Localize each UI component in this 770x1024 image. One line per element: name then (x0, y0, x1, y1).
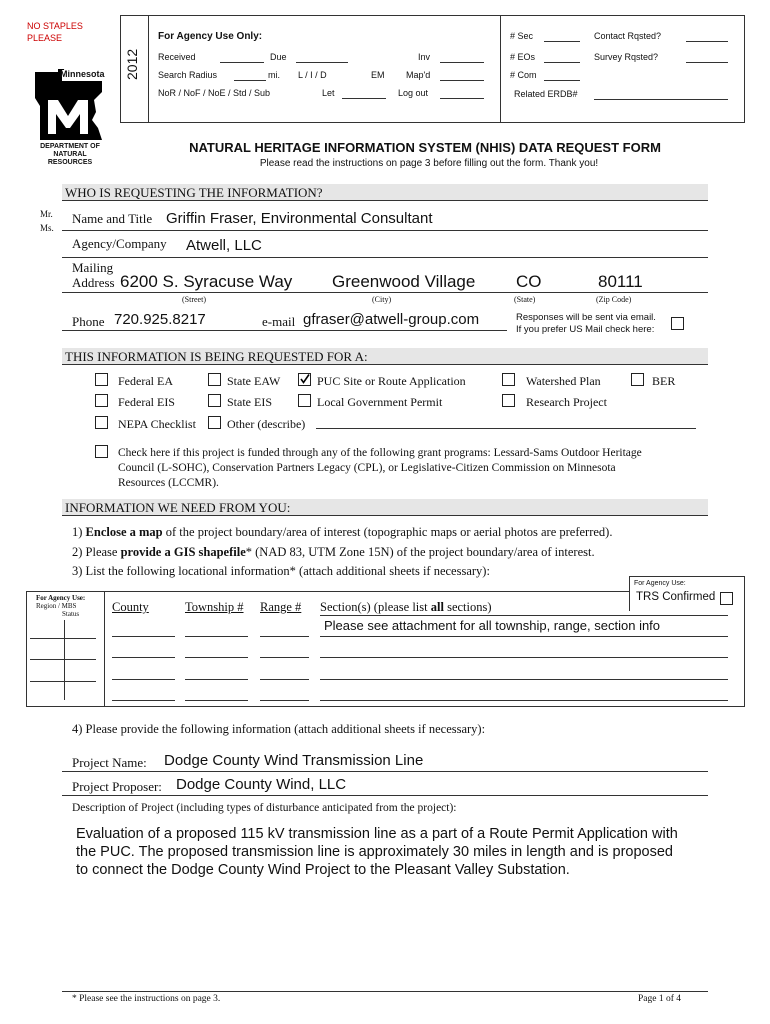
range-line-3[interactable] (260, 679, 309, 680)
inv-line (440, 62, 484, 63)
received-line (220, 62, 264, 63)
nepa-checkbox[interactable] (95, 416, 108, 429)
item2-bold: provide a GIS shapefile (120, 545, 246, 559)
watershed-checkbox[interactable] (502, 373, 515, 386)
ms-option[interactable]: Ms. (40, 223, 54, 233)
survey-rqsted-label: Survey Rqsted? (594, 52, 659, 62)
response-note-line2: If you prefer US Mail check here: (516, 324, 655, 335)
logo-state-text: Minnesota (60, 69, 105, 79)
sec-line (544, 41, 580, 42)
zip-caption: (Zip Code) (596, 295, 632, 304)
item2-prefix: 2) Please (72, 545, 121, 559)
us-mail-checkbox[interactable] (671, 317, 684, 330)
survey-rqsted-line (686, 62, 728, 63)
erdb-label: Related ERDB# (514, 89, 578, 99)
research-label: Research Project (526, 395, 607, 409)
township-column-header: Township # (185, 600, 244, 614)
logout-label: Log out (398, 88, 429, 98)
search-radius-line (234, 80, 266, 81)
mi-label: mi. (268, 70, 280, 80)
logo-dept-line1: DEPARTMENT OF (40, 143, 100, 150)
project-name-value[interactable]: Dodge County Wind Transmission Line (164, 752, 424, 769)
agency-left-line2 (30, 659, 96, 660)
com-label: # Com (510, 70, 537, 80)
agency-company-label: Agency/Company (72, 236, 167, 251)
research-checkbox[interactable] (502, 394, 515, 407)
trs-confirmed-checkbox[interactable] (720, 592, 733, 605)
info-item3: 3) List the following locational information* (attach additional sheets if necessary): (72, 564, 490, 578)
agency-left-line3 (30, 681, 96, 682)
section-header-line (320, 615, 728, 616)
footer-note: * Please see the instructions on page 3. (72, 994, 221, 1004)
contact-rqsted-line (686, 41, 728, 42)
item1-bold: Enclose a map (85, 525, 163, 539)
federal-ea-label: Federal EA (118, 374, 173, 388)
form-year: 2012 (124, 48, 140, 80)
project-proposer-line (62, 795, 708, 796)
puc-checkbox[interactable] (298, 373, 311, 386)
state-value[interactable]: CO (516, 272, 542, 291)
description-line2: the PUC. The proposed transmission line is approximately 30 miles in length and is proposed (76, 844, 673, 860)
mapd-label: Map'd (406, 70, 431, 80)
erdb-line (594, 99, 728, 100)
trs-confirmed-label: TRS Confirmed (636, 591, 716, 603)
let-line (342, 98, 386, 99)
name-title-value[interactable]: Griffin Fraser, Environmental Consultant (166, 210, 433, 227)
received-label: Received (158, 52, 196, 62)
agency-company-value[interactable]: Atwell, LLC (186, 237, 262, 254)
name-title-label: Name and Title (72, 211, 153, 226)
form-title: NATURAL HERITAGE INFORMATION SYSTEM (NHIS) DATA REQUEST FORM (189, 140, 661, 155)
contact-rqsted-label: Contact Rqsted? (594, 31, 662, 41)
township-line-4[interactable] (185, 700, 248, 701)
state-eis-checkbox[interactable] (208, 394, 221, 407)
range-line-1[interactable] (260, 636, 309, 637)
county-line-1[interactable] (112, 636, 175, 637)
city-caption: (City) (372, 295, 392, 304)
project-proposer-label: Project Proposer: (72, 779, 162, 794)
range-line-2[interactable] (260, 657, 309, 658)
mapd-line (440, 80, 484, 81)
agency-line (62, 257, 708, 258)
response-note-line1: Responses will be sent via email. (516, 312, 656, 323)
federal-ea-checkbox[interactable] (95, 373, 108, 386)
state-eaw-label: State EAW (227, 374, 281, 388)
grant-funded-checkbox[interactable] (95, 445, 108, 458)
eos-line (544, 62, 580, 63)
local-gov-checkbox[interactable] (298, 394, 311, 407)
grant-text-line2: Council (L-SOHC), Conservation Partners Legacy (CPL), or Legislative-Citizen Commission on Minnesota (118, 462, 616, 474)
agency-use-left-label (36, 594, 85, 618)
agency-use-left-line2: Region / MBS (36, 602, 77, 610)
agency-row3 (158, 88, 498, 98)
nor-label: NoR / NoF / NoE / Std / Sub (158, 88, 271, 98)
agency-box-left-fields: For Agency Use Only: (158, 31, 263, 42)
mailing-label-line1: Mailing (72, 260, 114, 275)
address-line (62, 292, 708, 293)
section-header-prefix: Section(s) (please list (320, 600, 431, 614)
item2-text: * (NAD 83, UTM Zone 15N) of the project boundary/area of interest. (245, 545, 595, 559)
mailing-address-label (72, 260, 115, 290)
state-eis-label: State EIS (227, 395, 272, 409)
email-value[interactable]: gfraser@atwell-group.com (303, 311, 480, 328)
puc-label: PUC Site or Route Application (317, 374, 466, 388)
project-name-line (62, 771, 708, 772)
county-line-4[interactable] (112, 700, 175, 701)
phone-value[interactable]: 720.925.8217 (114, 311, 206, 328)
federal-eis-label: Federal EIS (118, 395, 175, 409)
project-description-value[interactable] (76, 825, 716, 879)
street-caption: (Street) (182, 295, 206, 304)
state-eaw-checkbox[interactable] (208, 373, 221, 386)
project-description-label: Description of Project (including types of disturbance anticipated from the project): (72, 802, 457, 814)
state-caption: (State) (514, 295, 536, 304)
other-checkbox[interactable] (208, 416, 221, 429)
info-item4: 4) Please provide the following information (attach additional sheets if necessary): (72, 722, 486, 736)
info-needed-section-header: INFORMATION WE NEED FROM YOU: (62, 499, 708, 516)
item1-text: of the project boundary/area of interest (topographic maps or aerial photos are preferred). (162, 525, 613, 539)
phone-label: Phone (72, 314, 105, 329)
description-line3: to connect the Dodge County Wind Project to the Pleasant Valley Substation. (76, 862, 570, 878)
page-number: Page 1 of 4 (638, 994, 682, 1004)
grant-text-line3: Resources (LCCMR). (118, 477, 219, 489)
mailing-label-line2: Address (72, 275, 115, 290)
eos-label: # EOs (510, 52, 536, 62)
agency-row1 (158, 52, 498, 62)
project-name-label: Project Name: (72, 755, 147, 770)
lid-label: L / I / D (298, 70, 327, 80)
checkmark-icon (299, 374, 310, 385)
no-staples-line2: PLEASE (27, 33, 63, 43)
street-value[interactable]: 6200 S. Syracuse Way (120, 272, 293, 291)
grant-text-line1: Check here if this project is funded through any of the following grant programs: Lessard-Sams Outdoor Heritage (118, 447, 642, 459)
search-radius-label: Search Radius (158, 70, 218, 80)
item1-prefix: 1) (72, 525, 86, 539)
phone-email-line (62, 330, 507, 331)
section-header-suffix: sections) (443, 600, 492, 614)
agency-use-left-line1: For Agency Use: (36, 594, 86, 602)
no-staples-line1: NO STAPLES (27, 21, 83, 31)
locational-left-divider (104, 591, 105, 707)
watershed-label: Watershed Plan (526, 374, 601, 388)
com-line (544, 80, 580, 81)
other-label: Other (describe) (227, 417, 306, 431)
range-line-4[interactable] (260, 700, 309, 701)
township-line-1[interactable] (185, 636, 248, 637)
section-line-3[interactable] (320, 679, 728, 680)
due-line (296, 62, 348, 63)
inv-label: Inv (418, 52, 431, 62)
local-gov-label: Local Government Permit (317, 395, 443, 409)
city-value[interactable]: Greenwood Village (332, 272, 476, 291)
footer-divider (62, 991, 708, 992)
let-label: Let (322, 88, 335, 98)
zip-value[interactable]: 80111 (598, 272, 643, 291)
logout-line (440, 98, 484, 99)
description-line1: Evaluation of a proposed 115 kV transmission line as a part of a Route Permit Application with (76, 826, 678, 842)
other-describe-line[interactable] (316, 428, 696, 429)
nepa-label: NEPA Checklist (118, 417, 196, 431)
township-line-3[interactable] (185, 679, 248, 680)
info-item1 (72, 525, 612, 540)
county-line-3[interactable] (112, 679, 175, 680)
ber-checkbox[interactable] (631, 373, 644, 386)
logo-dept-line2: NATURAL RESOURCES (47, 151, 93, 166)
ber-label: BER (652, 374, 676, 388)
section-line-4[interactable] (320, 700, 728, 701)
project-proposer-value[interactable]: Dodge County Wind, LLC (176, 776, 347, 793)
county-line-2[interactable] (112, 657, 175, 658)
agency-use-left-line3: Status (62, 610, 80, 618)
agency-use-right-label: For Agency Use: (634, 580, 686, 587)
due-label: Due (270, 52, 287, 62)
section-line-1[interactable] (320, 636, 728, 637)
agency-box-title: For Agency Use Only (158, 31, 259, 42)
grant-funding-text (118, 446, 708, 491)
requester-section-header: WHO IS REQUESTING THE INFORMATION? (62, 184, 708, 201)
agency-box-right-divider (500, 15, 501, 123)
agency-left-line1 (30, 638, 96, 639)
requested-for-section-header: THIS INFORMATION IS BEING REQUESTED FOR A: (62, 348, 708, 365)
em-label: EM (371, 70, 385, 80)
section-column-header (320, 600, 492, 615)
email-label: e-mail (262, 314, 296, 329)
sec-label: # Sec (510, 31, 534, 41)
agency-box-year-divider (148, 15, 149, 123)
info-item2 (72, 545, 595, 560)
section-value[interactable]: Please see attachment for all township, range, section info (324, 618, 661, 633)
range-column-header: Range # (260, 600, 302, 614)
section-header-bold: all (430, 600, 444, 614)
agency-left-col-divider (64, 620, 65, 700)
no-staples-notice (27, 20, 83, 44)
township-line-2[interactable] (185, 657, 248, 658)
response-note (516, 312, 656, 336)
mr-option[interactable]: Mr. (40, 209, 53, 219)
name-line (62, 230, 708, 231)
section-line-2[interactable] (320, 657, 728, 658)
agency-row2 (158, 70, 498, 80)
county-column-header: County (112, 600, 149, 614)
salutation-options (40, 207, 54, 235)
federal-eis-checkbox[interactable] (95, 394, 108, 407)
form-subtitle: Please read the instructions on page 3 before filling out the form. Thank you! (259, 158, 599, 169)
